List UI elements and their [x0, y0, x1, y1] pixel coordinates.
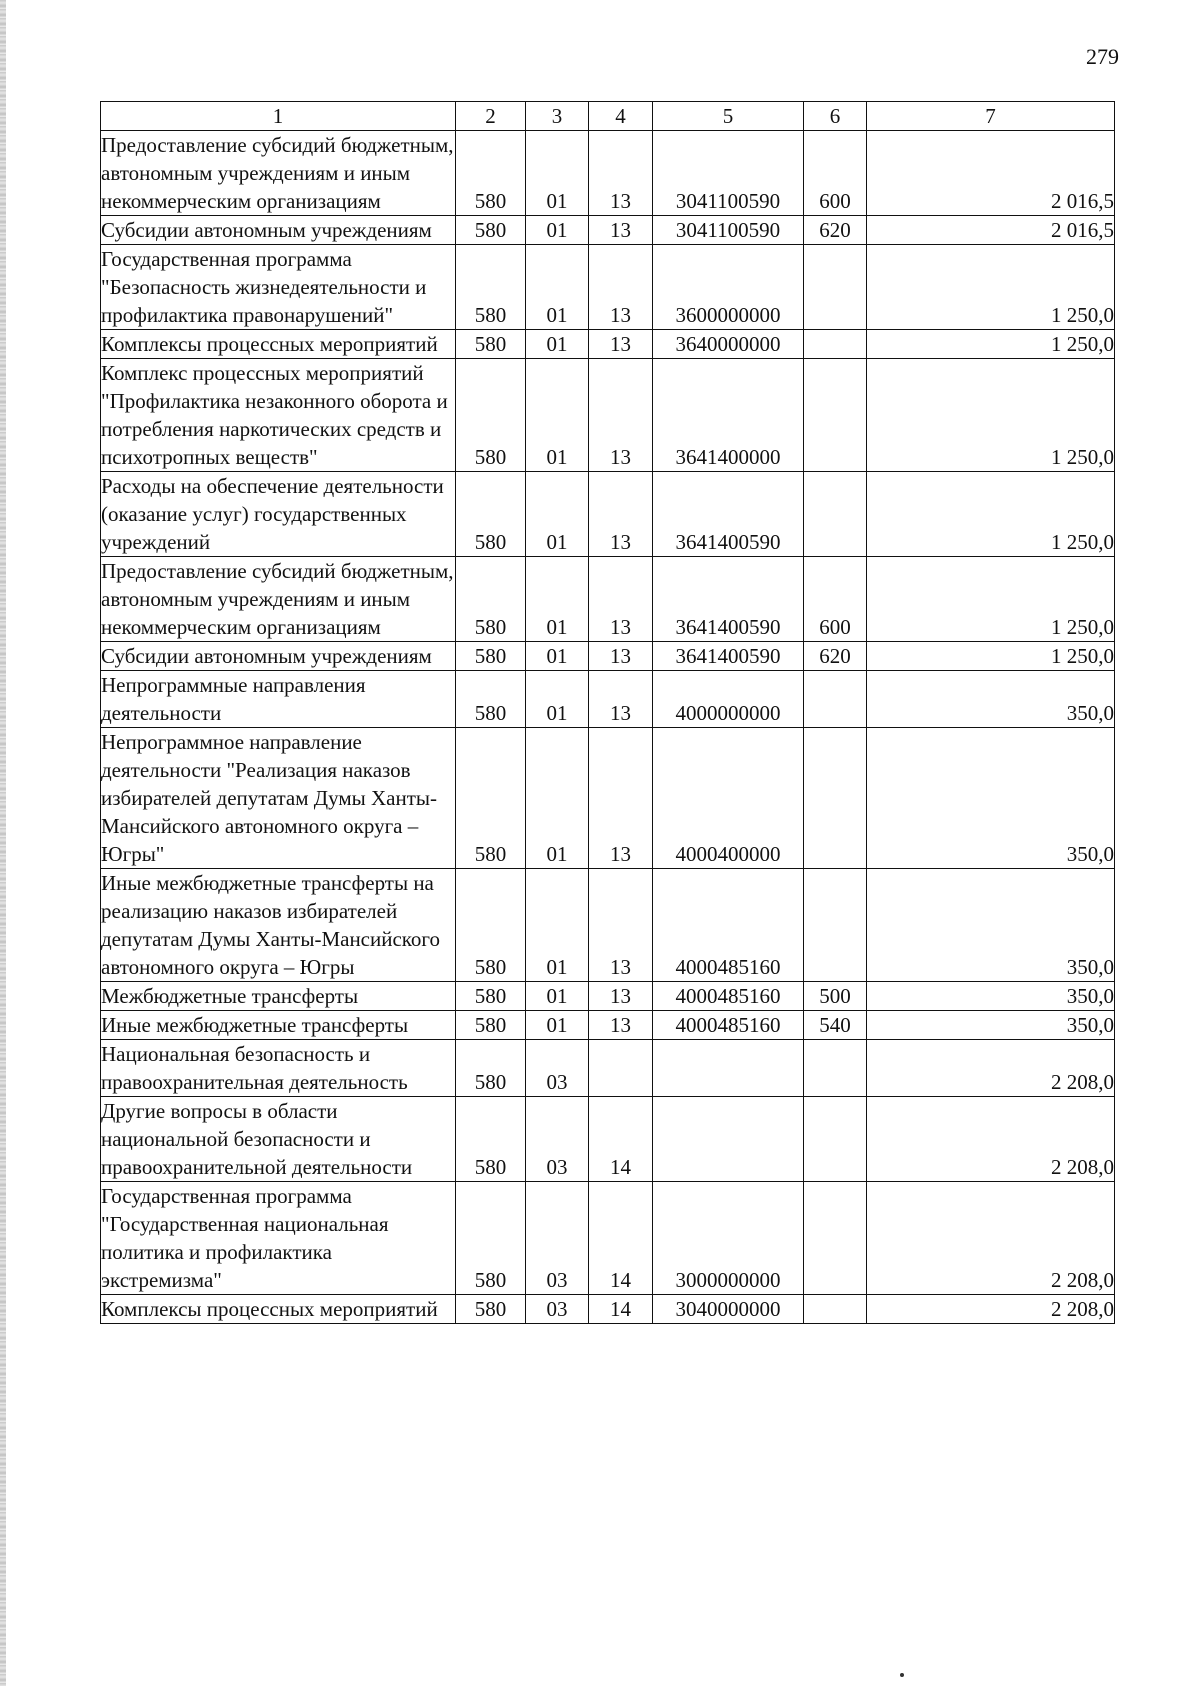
- cell-col-4: 13: [589, 869, 653, 982]
- cell-amount: 350,0: [867, 728, 1115, 869]
- table-row: [101, 671, 1115, 728]
- cell-amount: 2 016,5: [867, 216, 1115, 245]
- table-row: [101, 131, 1115, 216]
- cell-col-3: 01: [526, 1011, 589, 1040]
- table-row: [101, 1295, 1115, 1324]
- cell-name: Другие вопросы в области национальной безопасности и правоохранительной деятельности: [101, 1097, 456, 1182]
- cell-name: Государственная программа "Государственная национальная политика и профилактика экстремизма": [101, 1182, 456, 1295]
- cell-col-6: [804, 728, 867, 869]
- cell-col-6: [804, 330, 867, 359]
- cell-col-4: [589, 1040, 653, 1097]
- cell-col-6: 600: [804, 557, 867, 642]
- cell-col-3: 01: [526, 131, 589, 216]
- cell-col-2: 580: [456, 1182, 526, 1295]
- cell-col-6: [804, 1040, 867, 1097]
- cell-amount: 2 208,0: [867, 1097, 1115, 1182]
- cell-col-5: 3040000000: [653, 1295, 804, 1324]
- cell-name: Комплексы процессных мероприятий: [101, 330, 456, 359]
- cell-name: Комплексы процессных мероприятий: [101, 1295, 456, 1324]
- cell-col-6: 500: [804, 982, 867, 1011]
- table-header-row: [101, 102, 1115, 131]
- cell-col-4: 13: [589, 642, 653, 671]
- cell-col-5: 4000485160: [653, 982, 804, 1011]
- cell-col-6: [804, 1295, 867, 1324]
- cell-col-3: 01: [526, 869, 589, 982]
- table-body: [101, 131, 1115, 1324]
- table-row: [101, 1182, 1115, 1295]
- cell-amount: 350,0: [867, 869, 1115, 982]
- cell-col-2: 580: [456, 642, 526, 671]
- table-row: [101, 216, 1115, 245]
- table-row: [101, 472, 1115, 557]
- cell-col-5: 3640000000: [653, 330, 804, 359]
- table-row: [101, 359, 1115, 472]
- cell-amount: 350,0: [867, 982, 1115, 1011]
- cell-amount: 1 250,0: [867, 245, 1115, 330]
- cell-amount: 1 250,0: [867, 557, 1115, 642]
- cell-name: Государственная программа "Безопасность жизнедеятельности и профилактика правонарушений": [101, 245, 456, 330]
- cell-col-3: 03: [526, 1182, 589, 1295]
- cell-col-6: [804, 1182, 867, 1295]
- cell-col-2: 580: [456, 869, 526, 982]
- cell-col-6: 540: [804, 1011, 867, 1040]
- cell-amount: 2 208,0: [867, 1182, 1115, 1295]
- cell-name: Предоставление субсидий бюджетным, автономным учреждениям и иным некоммерческим организациям: [101, 557, 456, 642]
- cell-col-6: [804, 359, 867, 472]
- cell-col-2: 580: [456, 131, 526, 216]
- cell-col-4: 14: [589, 1182, 653, 1295]
- cell-col-3: 01: [526, 671, 589, 728]
- column-header: 1: [101, 102, 456, 131]
- cell-amount: 2 208,0: [867, 1040, 1115, 1097]
- table-row: [101, 869, 1115, 982]
- cell-col-4: 13: [589, 330, 653, 359]
- cell-col-5: 3641400590: [653, 557, 804, 642]
- column-header: 7: [867, 102, 1115, 131]
- cell-col-3: 01: [526, 330, 589, 359]
- cell-col-4: 13: [589, 671, 653, 728]
- table-row: [101, 245, 1115, 330]
- cell-col-5: [653, 1040, 804, 1097]
- cell-amount: 350,0: [867, 1011, 1115, 1040]
- cell-col-2: 580: [456, 671, 526, 728]
- cell-col-5: 4000000000: [653, 671, 804, 728]
- cell-name: Комплекс процессных мероприятий "Профилактика незаконного оборота и потребления наркотических средств и психотропных веществ": [101, 359, 456, 472]
- cell-col-2: 580: [456, 1097, 526, 1182]
- cell-col-5: 3641400000: [653, 359, 804, 472]
- cell-col-6: [804, 671, 867, 728]
- cell-name: Непрограммные направления деятельности: [101, 671, 456, 728]
- cell-col-2: 580: [456, 472, 526, 557]
- cell-name: Национальная безопасность и правоохранительная деятельность: [101, 1040, 456, 1097]
- cell-col-6: 620: [804, 642, 867, 671]
- cell-col-2: 580: [456, 359, 526, 472]
- cell-col-5: 3000000000: [653, 1182, 804, 1295]
- cell-col-3: 01: [526, 557, 589, 642]
- cell-col-3: 01: [526, 982, 589, 1011]
- scan-speck: [900, 1673, 904, 1677]
- column-header: 2: [456, 102, 526, 131]
- cell-col-6: 600: [804, 131, 867, 216]
- cell-col-3: 03: [526, 1040, 589, 1097]
- cell-col-5: 4000400000: [653, 728, 804, 869]
- cell-col-4: 13: [589, 245, 653, 330]
- cell-col-4: 14: [589, 1295, 653, 1324]
- cell-name: Иные межбюджетные трансферты: [101, 1011, 456, 1040]
- cell-col-4: 13: [589, 557, 653, 642]
- cell-col-4: 13: [589, 359, 653, 472]
- cell-col-3: 01: [526, 245, 589, 330]
- cell-col-5: 3600000000: [653, 245, 804, 330]
- cell-col-5: 3041100590: [653, 216, 804, 245]
- page-number: 279: [1086, 44, 1119, 69]
- budget-table: [100, 101, 1115, 1324]
- cell-amount: 1 250,0: [867, 472, 1115, 557]
- cell-col-3: 03: [526, 1097, 589, 1182]
- scan-edge-artifact: [0, 0, 6, 1686]
- cell-col-3: 01: [526, 728, 589, 869]
- cell-col-5: 4000485160: [653, 869, 804, 982]
- cell-amount: 2 208,0: [867, 1295, 1115, 1324]
- column-header: 4: [589, 102, 653, 131]
- table-row: [101, 1011, 1115, 1040]
- cell-col-3: 01: [526, 472, 589, 557]
- table-row: [101, 1040, 1115, 1097]
- cell-amount: 1 250,0: [867, 359, 1115, 472]
- cell-col-6: 620: [804, 216, 867, 245]
- cell-name: Субсидии автономным учреждениям: [101, 642, 456, 671]
- table-row: [101, 330, 1115, 359]
- cell-col-3: 03: [526, 1295, 589, 1324]
- cell-col-3: 01: [526, 216, 589, 245]
- cell-amount: 350,0: [867, 671, 1115, 728]
- column-header: 3: [526, 102, 589, 131]
- cell-col-6: [804, 869, 867, 982]
- cell-col-4: 13: [589, 472, 653, 557]
- cell-amount: 1 250,0: [867, 330, 1115, 359]
- table-row: [101, 1097, 1115, 1182]
- cell-col-4: 13: [589, 216, 653, 245]
- table-row: [101, 728, 1115, 869]
- cell-col-5: 3641400590: [653, 472, 804, 557]
- cell-col-5: 3641400590: [653, 642, 804, 671]
- cell-name: Межбюджетные трансферты: [101, 982, 456, 1011]
- cell-name: Субсидии автономным учреждениям: [101, 216, 456, 245]
- cell-amount: 2 016,5: [867, 131, 1115, 216]
- cell-name: Предоставление субсидий бюджетным, автономным учреждениям и иным некоммерческим организациям: [101, 131, 456, 216]
- cell-col-5: [653, 1097, 804, 1182]
- cell-col-2: 580: [456, 245, 526, 330]
- cell-col-2: 580: [456, 982, 526, 1011]
- cell-col-3: 01: [526, 642, 589, 671]
- cell-name: Иные межбюджетные трансферты на реализацию наказов избирателей депутатам Думы Ханты-Мансийского автономного округа – Югры: [101, 869, 456, 982]
- cell-col-2: 580: [456, 1011, 526, 1040]
- cell-col-6: [804, 1097, 867, 1182]
- cell-col-4: 13: [589, 1011, 653, 1040]
- cell-col-6: [804, 472, 867, 557]
- cell-col-3: 01: [526, 359, 589, 472]
- table-row: [101, 642, 1115, 671]
- column-header: 6: [804, 102, 867, 131]
- cell-col-2: 580: [456, 557, 526, 642]
- cell-col-4: 13: [589, 131, 653, 216]
- cell-col-2: 580: [456, 216, 526, 245]
- cell-name: Расходы на обеспечение деятельности (оказание услуг) государственных учреждений: [101, 472, 456, 557]
- cell-name: Непрограммное направление деятельности "Реализация наказов избирателей депутатам Думы Ханты-Мансийского автономного округа – Югры": [101, 728, 456, 869]
- cell-col-2: 580: [456, 330, 526, 359]
- cell-amount: 1 250,0: [867, 642, 1115, 671]
- cell-col-5: 4000485160: [653, 1011, 804, 1040]
- cell-col-4: 14: [589, 1097, 653, 1182]
- cell-col-5: 3041100590: [653, 131, 804, 216]
- table-row: [101, 557, 1115, 642]
- cell-col-2: 580: [456, 1040, 526, 1097]
- table-row: [101, 982, 1115, 1011]
- cell-col-2: 580: [456, 1295, 526, 1324]
- column-header: 5: [653, 102, 804, 131]
- cell-col-6: [804, 245, 867, 330]
- cell-col-2: 580: [456, 728, 526, 869]
- cell-col-4: 13: [589, 728, 653, 869]
- cell-col-4: 13: [589, 982, 653, 1011]
